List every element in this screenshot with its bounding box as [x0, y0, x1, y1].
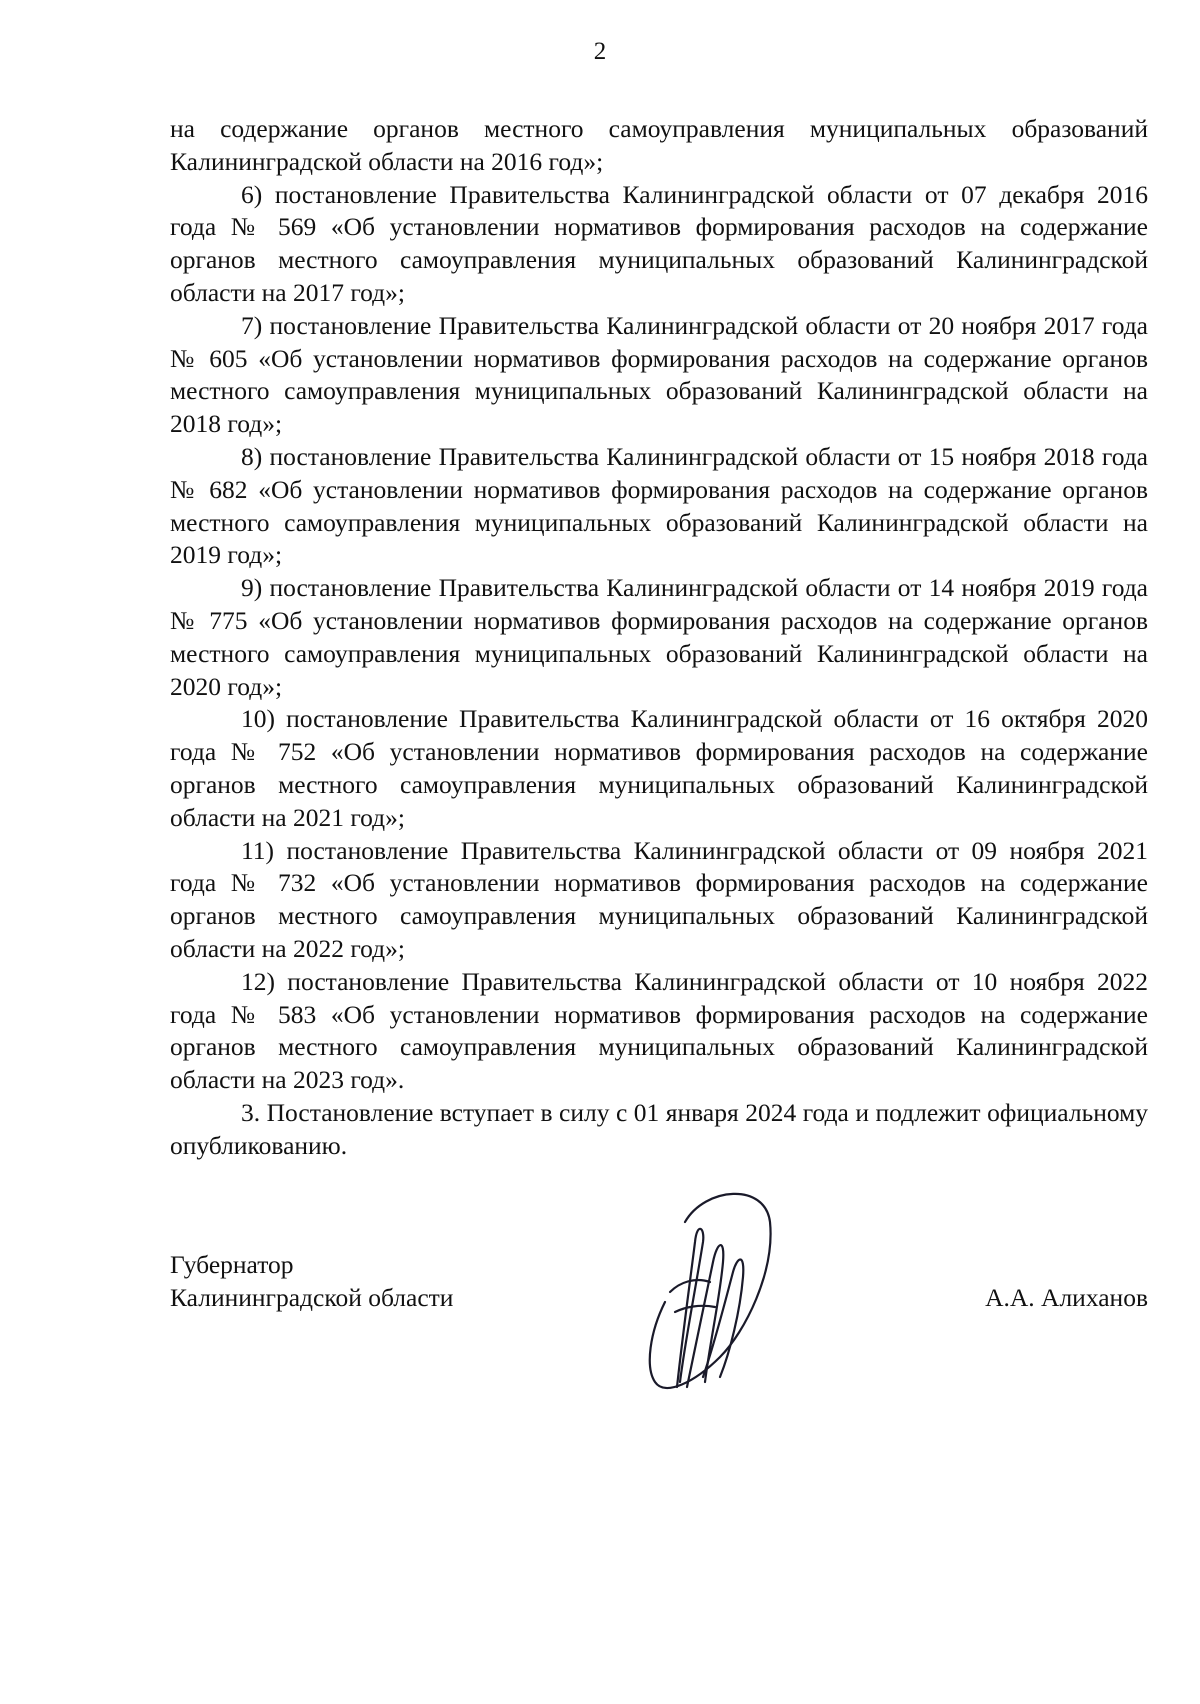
paragraph-item-7: 7) постановление Правительства Калининградской области от 20 ноября 2017 года № 605 «Об установлении нормативов формирования расходов на содержание органов местного самоуправления муниципальных образований Калининградской области на 2018 год»;: [170, 310, 1148, 439]
signature-block: [170, 1248, 1148, 1448]
signer-position-line1: Губернатор: [170, 1250, 294, 1279]
paragraph-item-8: 8) постановление Правительства Калининградской области от 15 ноября 2018 года № 682 «Об установлении нормативов формирования расходов на содержание органов местного самоуправления муниципальных образований Калининградской области на 2019 год»;: [170, 441, 1148, 570]
signer-position-line2: Калининградской области: [170, 1283, 454, 1312]
paragraph-item-12: 12) постановление Правительства Калининградской области от 10 ноября 2022 года № 583 «Об установлении нормативов формирования расходов на содержание органов местного самоуправления муниципальных образований Калининградской области на 2023 год».: [170, 966, 1148, 1095]
signer-position: [170, 1248, 453, 1314]
paragraph-item-9: 9) постановление Правительства Калининградской области от 14 ноября 2019 года № 775 «Об установлении нормативов формирования расходов на содержание органов местного самоуправления муниципальных образований Калининградской области на 2020 год»;: [170, 573, 1148, 701]
paragraph-item-6: 6) постановление Правительства Калининградской области от 07 декабря 2016 года № 569 «Об установлении нормативов формирования расходов на содержание органов местного самоуправления муниципальных образований Калининградской области на 2017 год»;: [170, 179, 1148, 307]
paragraph-item-10: 10) постановление Правительства Калининградской области от 16 октября 2020 года № 752 «Об установлении нормативов формирования расходов на содержание органов местного самоуправления муниципальных образований Калининградской области на 2021 год»;: [170, 704, 1148, 832]
paragraph-continuation: на содержание органов местного самоуправления муниципальных образований Калининградской области на 2016 год»;: [170, 114, 1148, 176]
signer-name: А.А. Алиханов: [985, 1283, 1148, 1312]
page-number: 2: [593, 38, 607, 65]
handwritten-signature-icon: [625, 1182, 775, 1402]
paragraph-item-11: 11) постановление Правительства Калининградской области от 09 ноября 2021 года № 732 «Об установлении нормативов формирования расходов на содержание органов местного самоуправления муниципальных образований Калининградской области на 2022 год»;: [170, 835, 1148, 963]
paragraph-clause-3: 3. Постановление вступает в силу с 01 января 2024 года и подлежит официальному опубликованию.: [170, 1097, 1148, 1160]
document-body: [170, 113, 1148, 1163]
